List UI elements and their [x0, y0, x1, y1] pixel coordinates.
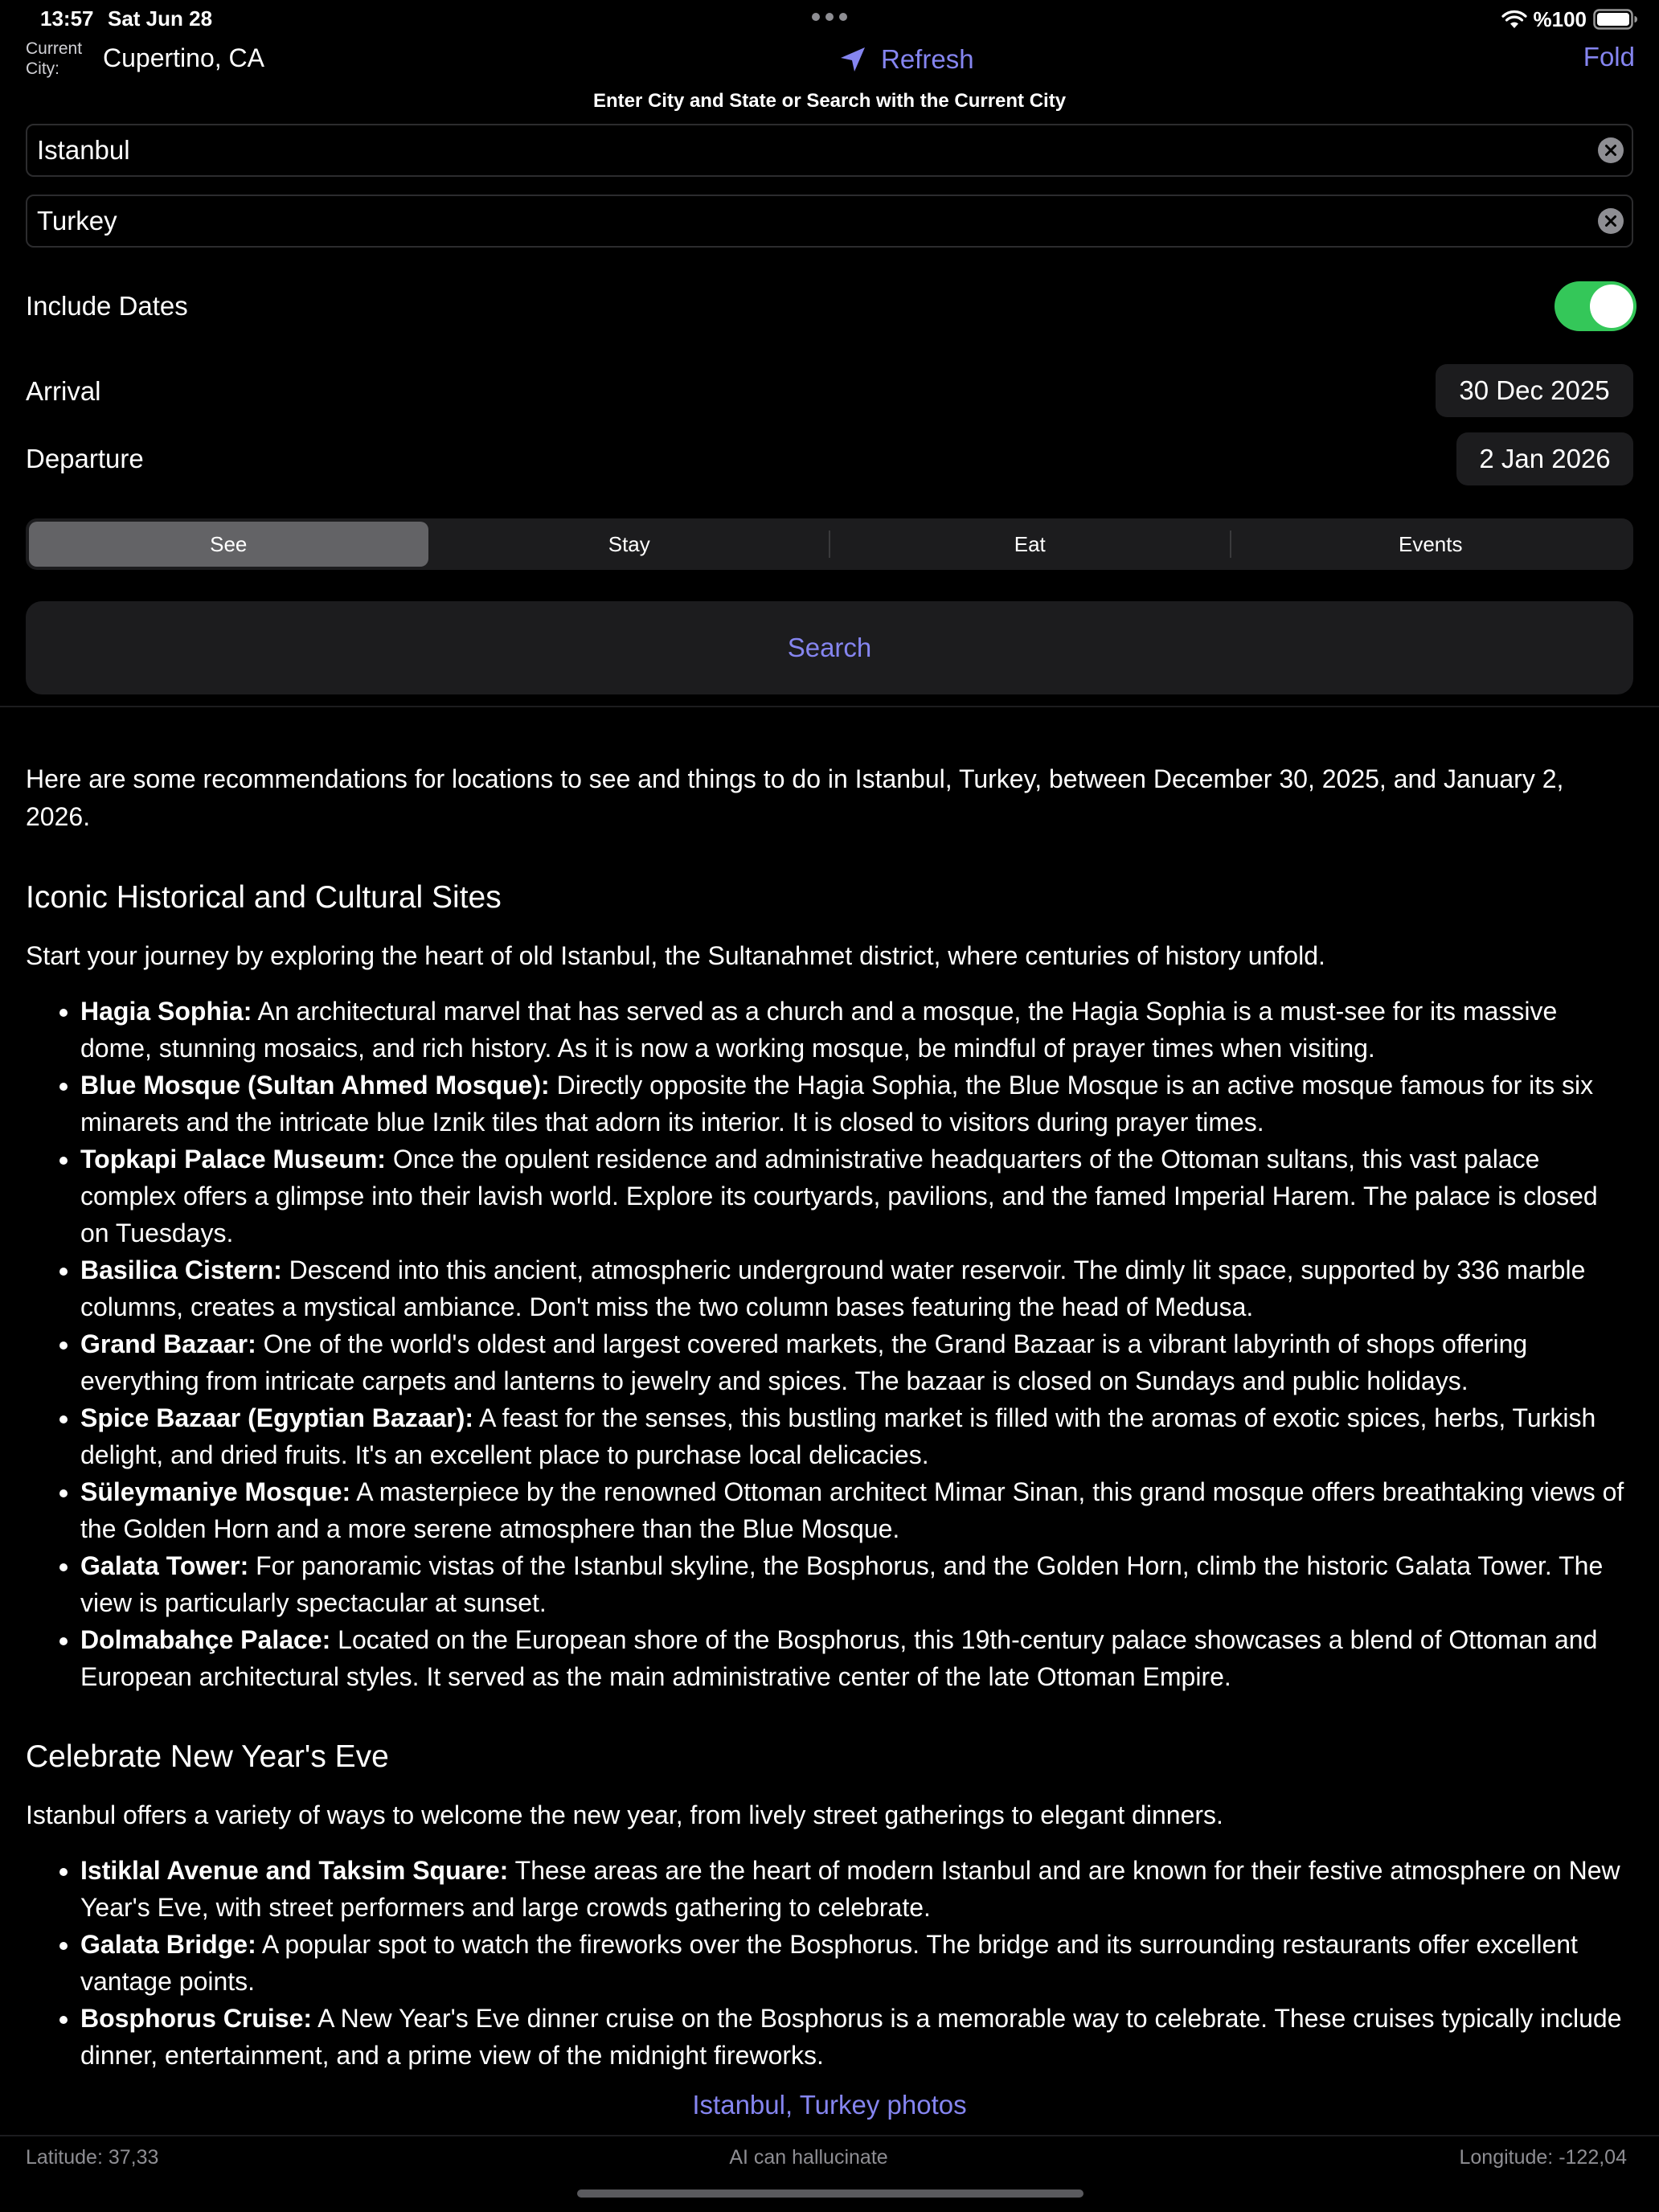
segment-eat[interactable]: Eat — [1014, 531, 1046, 556]
list-item-text: One of the world's oldest and largest covered markets, the Grand Bazaar is a vibrant labyrinth of shops offering everything from intricate carpets and lanterns to jewelry and spices. The bazaar is closed on Sundays and public holidays. — [80, 1329, 1528, 1395]
current-city-value: Cupertino, CA — [103, 43, 264, 72]
list-item — [80, 1141, 1633, 1251]
status-date: Sat Jun 28 — [108, 6, 213, 31]
include-dates-label: Include Dates — [26, 291, 188, 321]
list-item — [80, 1325, 1633, 1399]
city-field-container — [26, 124, 1633, 177]
clear-country-icon[interactable] — [1598, 208, 1624, 234]
list-item — [80, 1067, 1633, 1141]
status-indicators — [1501, 5, 1639, 34]
include-dates-toggle[interactable] — [1555, 281, 1636, 331]
list-item — [80, 993, 1633, 1067]
list-item-title: Hagia Sophia: — [80, 997, 252, 1026]
instruction-text: Enter City and State or Search with the Current City — [592, 90, 1067, 112]
divider — [0, 706, 1659, 707]
list-item-title: Spice Bazaar (Egyptian Bazaar): — [80, 1403, 474, 1432]
city-input[interactable] — [37, 125, 1564, 175]
fold-button[interactable]: Fold — [1583, 42, 1635, 72]
footer-divider — [0, 2135, 1659, 2136]
list-item-title: Dolmabahçe Palace: — [80, 1625, 331, 1654]
photos-link[interactable]: Istanbul, Turkey photos — [692, 2090, 967, 2120]
list-item — [80, 1926, 1633, 2000]
status-bar — [0, 0, 1659, 39]
list-item-title: Galata Bridge: — [80, 1930, 256, 1959]
battery-icon — [1593, 9, 1638, 30]
country-input[interactable] — [37, 196, 1564, 246]
list-item-text: Located on the European shore of the Bosphorus, this 19th-century palace showcases a blend of Ottoman and European architectural styles. It served as the main administrative center of the late Ottoman Empire. — [80, 1625, 1598, 1691]
arrival-label: Arrival — [26, 376, 101, 406]
location-arrow-icon — [839, 46, 866, 73]
list-item-text: These areas are the heart of modern Istanbul and are known for their festive atmosphere on New Year's Eve, with street performers and large crowds gathering to celebrate. — [80, 1856, 1620, 1922]
latitude-readout: Latitude: 37,33 — [26, 2146, 159, 2169]
list-item-text: For panoramic vistas of the Istanbul skyline, the Bosphorus, and the Golden Horn, climb the historic Galata Tower. The view is particularly spectacular at sunset. — [80, 1551, 1604, 1617]
list-item-text: A popular spot to watch the fireworks over the Bosphorus. The bridge and its surrounding restaurants offer excellent vantage points. — [80, 1930, 1578, 1996]
arrival-date-picker[interactable]: 30 Dec 2025 — [1436, 364, 1633, 417]
home-indicator[interactable] — [577, 2189, 1083, 2198]
list-item-text: Descend into this ancient, atmospheric underground water reservoir. The dimly lit space, supported by 336 marble columns, creates a mystical ambiance. Don't miss the two column bases featuring the head of Medusa. — [80, 1256, 1586, 1321]
list-item-text: A New Year's Eve dinner cruise on the Bosphorus is a memorable way to celebrate. These cruises typically include dinner, entertainment, and a prime view of the midnight fireworks. — [80, 2004, 1622, 2070]
toggle-knob — [1590, 285, 1633, 328]
list-item — [80, 1621, 1633, 1695]
country-field-container — [26, 195, 1633, 248]
list-item-text: An architectural marvel that has served as a church and a mosque, the Hagia Sophia is a must-see for its massive dome, stunning mosaics, and rich history. As it is now a working mosque, be mindful of prayer times when visiting. — [80, 997, 1558, 1063]
section-description: Istanbul offers a variety of ways to welcome the new year, from lively street gatherings to elegant dinners. — [26, 1800, 1223, 1829]
list-item — [80, 1547, 1633, 1621]
list-item-text: A masterpiece by the renowned Ottoman architect Mimar Sinan, this grand mosque offers breathtaking views of the Golden Horn and a more serene atmosphere than the Blue Mosque. — [80, 1477, 1624, 1543]
section-heading: Celebrate New Year's Eve — [26, 1739, 389, 1774]
section-description: Start your journey by exploring the heart of old Istanbul, the Sultanahmet district, where centuries of history unfold. — [26, 941, 1325, 970]
ai-disclaimer: AI can hallucinate — [729, 2146, 888, 2169]
list-item-text: Directly opposite the Hagia Sophia, the Blue Mosque is an active mosque famous for its six minarets and the intricate blue Iznik tiles that adorn its interior. It is closed to visitors during prayer times. — [80, 1071, 1594, 1137]
segment-stay[interactable]: Stay — [608, 531, 650, 556]
list-item-title: Grand Bazaar: — [80, 1329, 256, 1358]
list-item-title: Basilica Cistern: — [80, 1256, 282, 1284]
results-content — [26, 760, 1633, 2074]
longitude-readout: Longitude: -122,04 — [1459, 2146, 1627, 2169]
list-item-title: Topkapi Palace Museum: — [80, 1145, 386, 1174]
clear-city-icon[interactable] — [1598, 137, 1624, 163]
list-item-title: Bosphorus Cruise: — [80, 2004, 313, 2033]
section-list — [26, 1852, 1633, 2074]
spacer — [26, 1695, 1633, 1735]
current-city-label: Current City: — [26, 39, 83, 78]
multitasking-dots-icon[interactable] — [812, 13, 847, 23]
battery-percentage: %100 — [1533, 6, 1587, 31]
results-intro: Here are some recommendations for locations to see and things to do in Istanbul, Turkey, between December 30, 2025, and January 2, 2026. — [26, 764, 1564, 831]
list-item — [80, 1473, 1633, 1547]
list-item-text: A feast for the senses, this bustling market is filled with the aromas of exotic spices, herbs, Turkish delight, and dried fruits. It's an excellent place to purchase local delicacies. — [80, 1403, 1596, 1469]
departure-label: Departure — [26, 444, 144, 473]
list-item — [80, 1399, 1633, 1473]
wifi-icon — [1501, 9, 1527, 30]
list-item — [80, 2000, 1633, 2074]
list-item-title: Galata Tower: — [80, 1551, 249, 1580]
list-item-text: Once the opulent residence and administrative headquarters of the Ottoman sultans, this vast palace complex offers a glimpse into their lavish world. Explore its courtyards, pavilions, and the famed Imperial Harem. The palace is closed on Tuesdays. — [80, 1145, 1598, 1247]
refresh-button[interactable] — [839, 40, 974, 79]
section-heading: Iconic Historical and Cultural Sites — [26, 880, 502, 915]
list-item-title: Süleymaniye Mosque: — [80, 1477, 351, 1506]
refresh-label: Refresh — [881, 44, 974, 74]
list-item — [80, 1251, 1633, 1325]
category-segmented-control — [26, 518, 1633, 570]
list-item-title: Istiklal Avenue and Taksim Square: — [80, 1856, 509, 1885]
segment-events[interactable]: Events — [1399, 531, 1463, 556]
search-button[interactable]: Search — [26, 601, 1633, 694]
list-item — [80, 1852, 1633, 1926]
list-item-title: Blue Mosque (Sultan Ahmed Mosque): — [80, 1071, 550, 1100]
status-time: 13:57 — [40, 6, 94, 31]
section-list — [26, 993, 1633, 1695]
segment-see[interactable]: See — [29, 522, 428, 567]
departure-date-picker[interactable]: 2 Jan 2026 — [1456, 432, 1633, 485]
